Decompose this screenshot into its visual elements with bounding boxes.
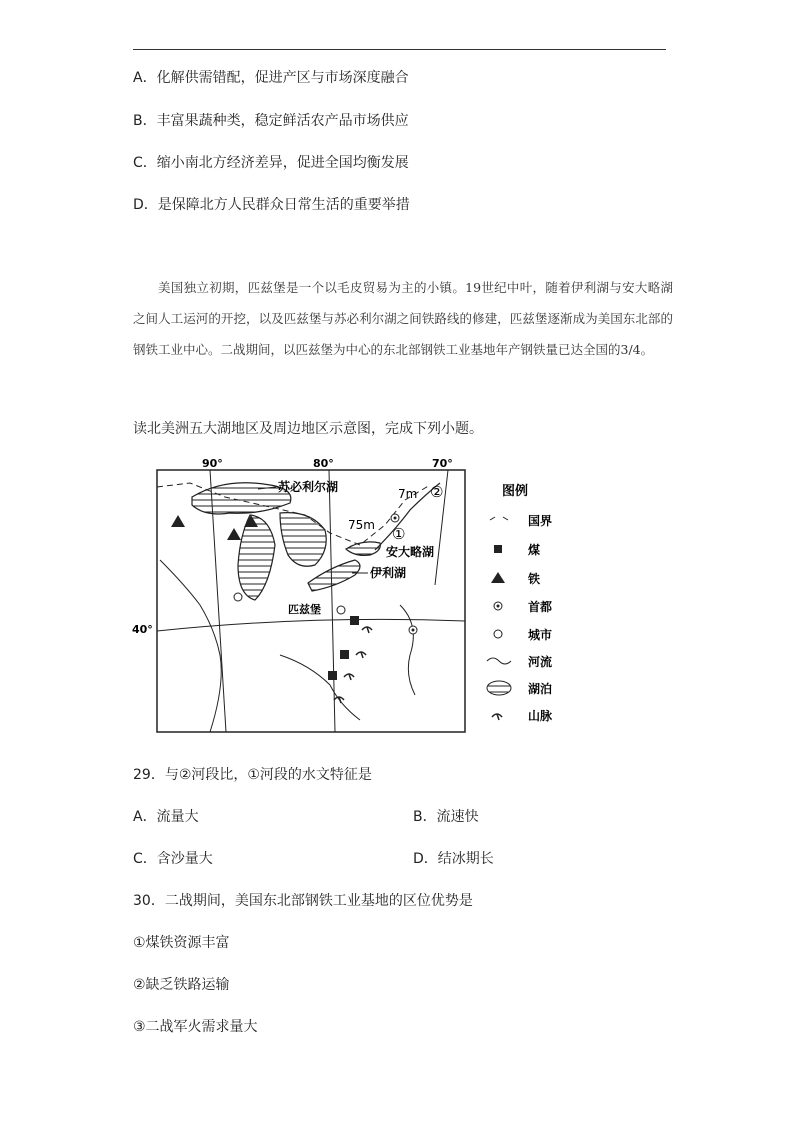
great-lakes-map xyxy=(130,455,570,745)
option-d: D．是保障北方人民群众日常生活的重要举措 xyxy=(133,197,410,213)
legend-river-symbol xyxy=(487,658,511,664)
legend-river: 河流 xyxy=(528,655,553,669)
q29-option-d: D．结冰期长 xyxy=(413,851,494,867)
legend-border-symbol xyxy=(490,517,508,520)
lon-label-80: 80° xyxy=(313,457,334,470)
legend-city-symbol xyxy=(494,630,502,638)
lon-label-70: 70° xyxy=(432,457,453,470)
lat-label-40: 40° xyxy=(132,623,153,636)
river-marker-2: ② xyxy=(430,483,444,501)
label-erie: 伊利湖 xyxy=(370,566,407,580)
legend-iron-symbol xyxy=(491,572,505,583)
legend-city: 城市 xyxy=(528,628,553,642)
q29-option-a: A．流量大 xyxy=(133,809,199,825)
top-divider xyxy=(133,49,666,50)
option-b: B．丰富果蔬种类，稳定鲜活农产品市场供应 xyxy=(133,113,409,129)
coal-3 xyxy=(328,671,337,680)
city-chicago xyxy=(234,593,242,601)
q29-option-c: C．含沙量大 xyxy=(133,851,213,867)
option-c: C．缩小南北方经济差异，促进全国均衡发展 xyxy=(133,155,409,171)
city-pittsburgh xyxy=(337,606,345,614)
capital-ottawa-dot xyxy=(394,517,397,520)
legend-capital: 首都 xyxy=(528,600,553,614)
legend-lake: 湖泊 xyxy=(528,682,553,696)
elev-7m: 7m xyxy=(398,487,418,501)
legend-title: 图例 xyxy=(502,484,529,499)
legend-lake-symbol xyxy=(487,681,511,695)
q30-stem: 30．二战期间，美国东北部钢铁工业基地的区位优势是 xyxy=(133,893,473,909)
passage xyxy=(133,272,673,365)
q30-item-2: ②缺乏铁路运输 xyxy=(133,977,230,993)
q30-item-1: ①煤铁资源丰富 xyxy=(133,935,230,951)
capital-washington-dot xyxy=(412,629,415,632)
map-instruction: 读北美洲五大湖地区及周边地区示意图，完成下列小题。 xyxy=(133,421,483,437)
elev-75m: 75m xyxy=(348,518,375,532)
legend-border: 国界 xyxy=(528,514,553,528)
q29-option-b: B．流速快 xyxy=(413,809,479,825)
q29-stem: 29．与②河段比，①河段的水文特征是 xyxy=(133,767,372,783)
coal-2 xyxy=(340,650,349,659)
legend-mountain: 山脉 xyxy=(528,709,553,723)
legend-mountain-symbol xyxy=(492,714,502,720)
legend-capital-dot xyxy=(497,605,500,608)
river-marker-1: ① xyxy=(392,525,406,543)
lon-label-90: 90° xyxy=(202,457,223,470)
label-ontario: 安大略湖 xyxy=(386,545,435,559)
q30-item-3: ③二战军火需求量大 xyxy=(133,1019,258,1035)
legend-coal-symbol xyxy=(494,545,502,553)
coal-1 xyxy=(350,616,359,625)
legend-iron: 铁 xyxy=(528,572,541,586)
option-a: A．化解供需错配，促进产区与市场深度融合 xyxy=(133,70,409,86)
label-pittsburgh: 匹兹堡 xyxy=(288,603,321,616)
legend-coal: 煤 xyxy=(528,543,541,557)
label-superior: 苏必利尔湖 xyxy=(278,480,339,494)
passage-text: 美国独立初期，匹兹堡是一个以毛皮贸易为主的小镇。19世纪中叶，随着伊利湖与安大略湖之间人工运河的开挖，以及匹兹堡与苏必利尔湖之间铁路线的修建，匹兹堡逐渐成为美国东北部的钢铁工业中心。二战期间，以匹兹堡为中心的东北部钢铁工业基地年产钢铁量已达全国的3/4。 xyxy=(133,280,673,357)
